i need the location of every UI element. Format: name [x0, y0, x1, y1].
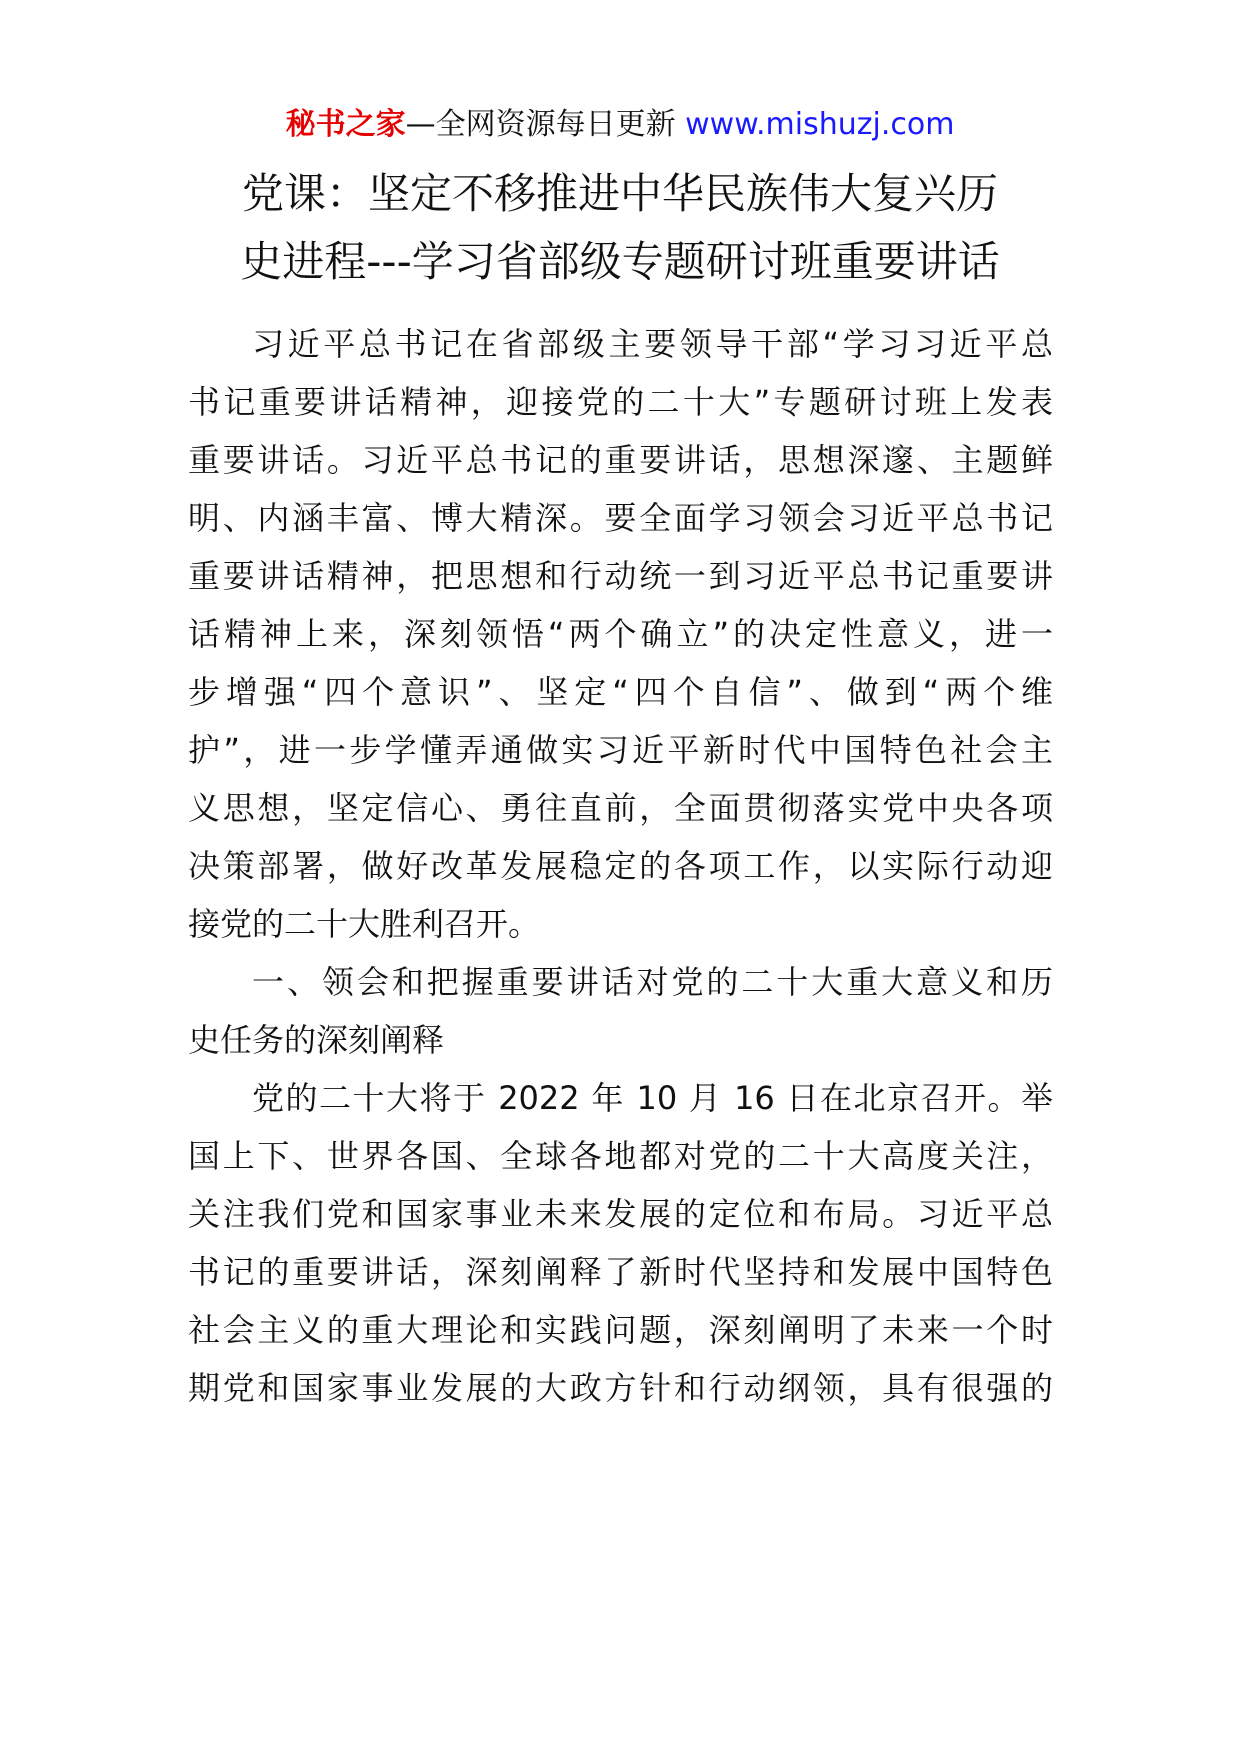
body-text-line: 社会主义的重大理论和实践问题，深刻阐明了未来一个时	[188, 1311, 1053, 1349]
body-text-line: 义思想，坚定信心、勇往直前，全面贯彻落实党中央各项	[188, 789, 1053, 827]
body-text-line: 国上下、世界各国、全球各地都对党的二十大高度关注，	[188, 1137, 1053, 1175]
section-heading-line: 一、领会和把握重要讲话对党的二十大重大意义和历	[252, 963, 1053, 1001]
body-text-line: 明、内涵丰富、博大精深。要全面学习领会习近平总书记	[188, 499, 1053, 537]
body-text-line: 护”，进一步学懂弄通做实习近平新时代中国特色社会主	[188, 731, 1053, 769]
body-text-line: 话精神上来，深刻领悟“两个确立”的决定性意义，进一	[188, 615, 1053, 653]
site-header-banner	[0, 100, 1240, 150]
body-text-line: 决策部署，做好改革发展稳定的各项工作，以实际行动迎	[188, 847, 1053, 885]
title-line-1: 党课：坚定不移推进中华民族伟大复兴历	[241, 169, 998, 218]
body-text-line: 书记的重要讲话，深刻阐释了新时代坚持和发展中国特色	[188, 1253, 1053, 1291]
body-text-line: 接党的二十大胜利召开。	[188, 905, 541, 943]
section-heading-line: 史任务的深刻阐释	[188, 1021, 445, 1059]
body-text-line: 关注我们党和国家事业未来发展的定位和布局。习近平总	[188, 1195, 1053, 1233]
body-text-line: 重要讲话精神，把思想和行动统一到习近平总书记重要讲	[188, 557, 1053, 595]
body-text-line: 书记重要讲话精神，迎接党的二十大”专题研讨班上发表	[188, 383, 1053, 421]
body-text-line: 重要讲话。习近平总书记的重要讲话，思想深邃、主题鲜	[188, 441, 1053, 479]
body-text-line: 党的二十大将于 2022 年 10 月 16 日在北京召开。举	[252, 1079, 1053, 1117]
body-text-line: 期党和国家事业发展的大政方针和行动纲领，具有很强的	[188, 1369, 1053, 1407]
brand-name: 秘书之家	[285, 107, 406, 142]
body-text-line: 步增强“四个意识”、坚定“四个自信”、做到“两个维	[188, 673, 1053, 711]
site-url-link[interactable]: www.mishuzj.com	[685, 107, 955, 142]
body-text-line: 习近平总书记在省部级主要领导干部“学习习近平总	[252, 325, 1053, 363]
title-line-2: 史进程---学习省部级专题研讨班重要讲话	[240, 237, 1000, 286]
header-tagline: —全网资源每日更新	[405, 107, 686, 142]
document-title	[180, 160, 1060, 296]
